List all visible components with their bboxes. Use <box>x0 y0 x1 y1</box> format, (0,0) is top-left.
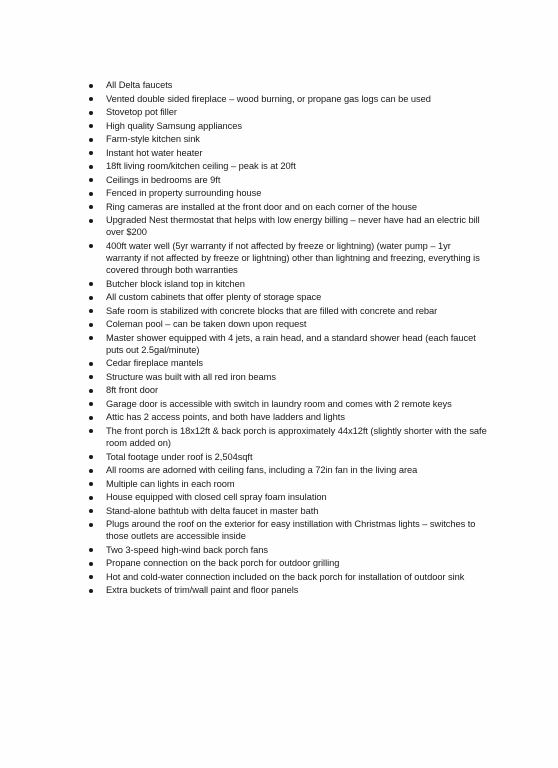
bullet-icon <box>89 589 93 593</box>
list-item <box>88 584 488 596</box>
bullet-icon <box>89 84 93 88</box>
list-item-text: High quality Samsung appliances <box>106 120 242 131</box>
bullet-icon <box>89 455 93 459</box>
list-item <box>88 357 488 369</box>
list-item-text: 8ft front door <box>106 385 159 396</box>
list-item-text: Ceilings in bedrooms are 9ft <box>106 174 221 185</box>
list-item-text: Master shower equipped with 4 jets, a rain head, and a standard shower head (each faucet puts out 2.5gal/minute) <box>106 332 476 355</box>
list-item-text: Garage door is accessible with switch in laundry room and comes with 2 remote keys <box>106 398 452 409</box>
bullet-icon <box>89 97 93 101</box>
list-item-text: Structure was built with all red iron beams <box>106 371 276 382</box>
bullet-icon <box>89 165 93 169</box>
bullet-icon <box>89 402 93 406</box>
list-item <box>88 201 488 213</box>
list-item <box>88 305 488 317</box>
list-item-text: Upgraded Nest thermostat that helps with low energy billing – never have had an electric bill over $200 <box>106 215 480 238</box>
bullet-icon <box>89 509 93 513</box>
list-item-text: House equipped with closed cell spray foam insulation <box>106 492 327 503</box>
list-item <box>88 79 488 91</box>
list-item-text: Multiple can lights in each room <box>106 478 235 489</box>
list-item-text: Two 3-speed high-wind back porch fans <box>106 544 268 555</box>
list-item-text: Instant hot water heater <box>106 147 203 158</box>
list-item <box>88 147 488 159</box>
list-item <box>88 518 488 542</box>
bullet-icon <box>89 111 93 115</box>
list-item <box>88 106 488 118</box>
list-item <box>88 425 488 449</box>
list-item <box>88 478 488 490</box>
list-item-text: Hot and cold-water connection included on the back porch for installation of outdoor sink <box>106 571 465 582</box>
bullet-icon <box>89 496 93 500</box>
list-item <box>88 133 488 145</box>
bullet-icon <box>89 309 93 313</box>
feature-list <box>88 79 488 598</box>
bullet-icon <box>89 429 93 433</box>
list-item <box>88 240 488 277</box>
bullet-icon <box>89 282 93 286</box>
list-item <box>88 187 488 199</box>
list-item-text: Stand-alone bathtub with delta faucet in master bath <box>106 505 319 516</box>
list-item-text: Attic has 2 access points, and both have ladders and lights <box>106 412 345 423</box>
list-item-text: Safe room is stabilized with concrete blocks that are filled with concrete and rebar <box>106 305 438 316</box>
list-item-text: Coleman pool – can be taken down upon request <box>106 319 307 330</box>
list-item-text: Cedar fireplace mantels <box>106 358 204 369</box>
list-item <box>88 571 488 583</box>
list-item-text: Plugs around the roof on the exterior for easy instillation with Christmas lights – switches to those outlets are accessible inside <box>106 519 476 542</box>
list-item <box>88 557 488 569</box>
list-item-text: Propane connection on the back porch for outdoor grilling <box>106 558 340 569</box>
bullet-icon <box>89 523 93 527</box>
list-item <box>88 291 488 303</box>
list-item-text: All custom cabinets that offer plenty of storage space <box>106 292 322 303</box>
bullet-icon <box>89 362 93 366</box>
list-item <box>88 491 488 503</box>
list-item-text: Butcher block island top in kitchen <box>106 278 245 289</box>
list-item <box>88 544 488 556</box>
list-item <box>88 464 488 476</box>
list-item <box>88 174 488 186</box>
bullet-icon <box>89 244 93 248</box>
list-item-text: Farm-style kitchen sink <box>106 134 200 144</box>
bullet-icon <box>89 336 93 340</box>
list-item-text: Fenced in property surrounding house <box>106 188 262 198</box>
list-item <box>88 384 488 396</box>
bullet-icon <box>89 469 93 473</box>
bullet-icon <box>89 375 93 379</box>
bullet-icon <box>89 124 93 128</box>
list-item <box>88 120 488 132</box>
list-item <box>88 505 488 517</box>
bullet-icon <box>89 416 93 420</box>
bullet-icon <box>89 219 93 223</box>
bullet-icon <box>89 296 93 300</box>
list-item <box>88 214 488 238</box>
list-item <box>88 332 488 356</box>
bullet-icon <box>89 178 93 182</box>
list-item <box>88 451 488 463</box>
bullet-icon <box>89 192 93 196</box>
list-item <box>88 278 488 290</box>
bullet-icon <box>89 205 93 209</box>
list-item <box>88 160 488 172</box>
bullet-icon <box>89 138 93 142</box>
list-item-text: Vented double sided fireplace – wood burning, or propane gas logs can be used <box>106 93 431 104</box>
list-item <box>88 398 488 410</box>
bullet-icon <box>89 482 93 486</box>
list-item-text: Total footage under roof is 2,504sqft <box>106 451 253 462</box>
bullet-icon <box>89 548 93 552</box>
list-item-text: The front porch is 18x12ft & back porch is approximately 44x12ft (slightly shorter with the safe room added on) <box>106 425 487 449</box>
list-item <box>88 411 488 423</box>
list-item <box>88 371 488 383</box>
list-item-text: Ring cameras are installed at the front door and on each corner of the house <box>106 201 417 212</box>
list-item-text: 18ft living room/kitchen ceiling – peak is at 20ft <box>106 161 296 171</box>
list-item-text: 400ft water well (5yr warranty if not affected by freeze or lightning) (water pump – 1yr warranty if not affected by freeze or lightning) other than lightning and freezing, everything is covered through both warranties <box>106 240 480 276</box>
list-item <box>88 318 488 330</box>
bullet-icon <box>89 151 93 155</box>
list-item <box>88 93 488 105</box>
list-item-text: Extra buckets of trim/wall paint and floor panels <box>106 585 299 596</box>
bullet-icon <box>89 323 93 327</box>
list-item-text: All Delta faucets <box>106 80 173 90</box>
bullet-icon <box>89 575 93 579</box>
bullet-icon <box>89 389 93 393</box>
bullet-icon <box>89 562 93 566</box>
list-item-text: All rooms are adorned with ceiling fans, including a 72in fan in the living area <box>106 465 418 476</box>
list-item-text: Stovetop pot filler <box>106 107 177 117</box>
